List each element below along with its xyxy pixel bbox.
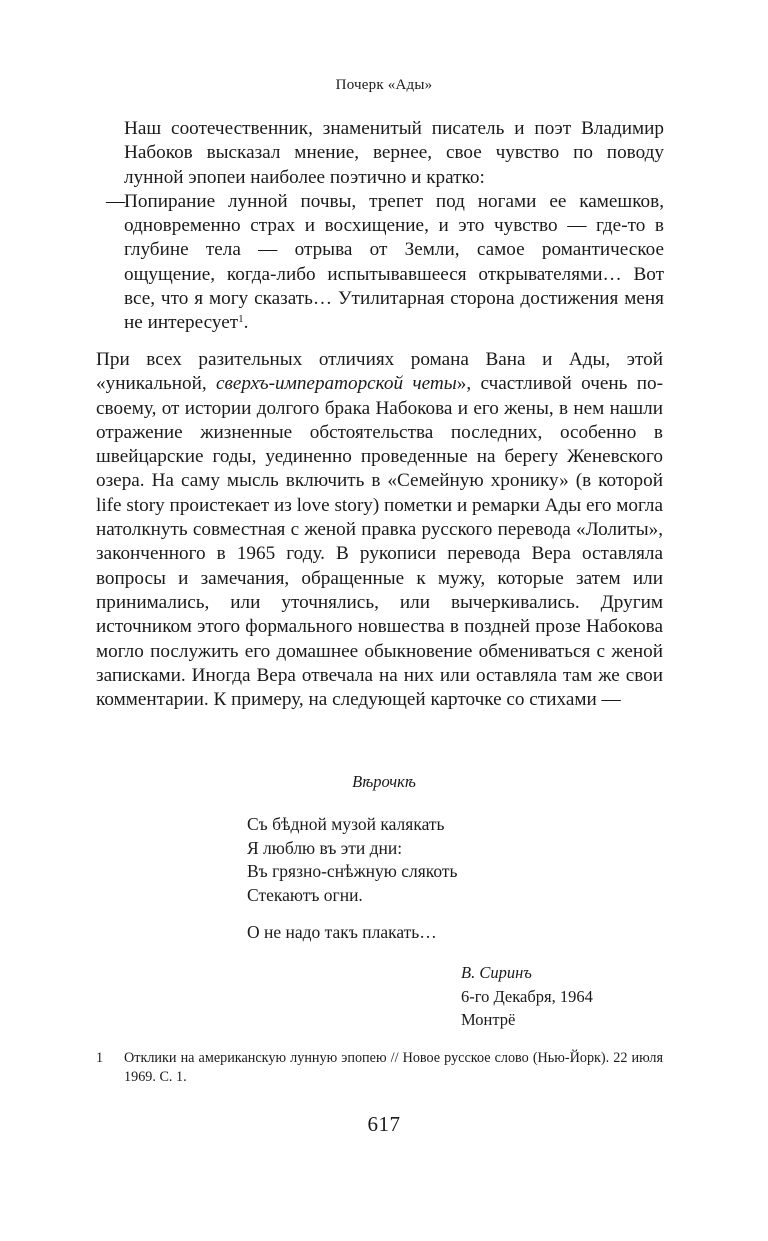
quote-speech-end: .: [243, 312, 249, 334]
quote-dash: —: [106, 190, 126, 212]
poem-line: Стекаютъ огни.: [247, 884, 363, 905]
page-number: 617: [367, 1112, 401, 1136]
footnote: [96, 1049, 663, 1086]
footnote-text: Отклики на американскую лунную эпопею // Новое русское слово (Нью-Йорк). 22 июля 1969. С. 1.: [124, 1050, 663, 1085]
footnote-reference: 1: [238, 313, 244, 326]
body-paragraph: [96, 348, 663, 712]
signature-name: В. Сиринъ: [461, 963, 532, 982]
poem-line: Я люблю въ эти дни:: [247, 837, 403, 858]
block-quote: [106, 117, 664, 336]
quote-speech-paragraph: [106, 190, 664, 336]
running-head: Почерк «Ады»: [335, 77, 433, 93]
signature-place: Монтрё: [461, 1010, 516, 1029]
poem-line: Съ бѣдной музой калякать: [247, 814, 445, 834]
poem-signature: [461, 961, 593, 1032]
body-text-part-1: При всех разительных отличиях романа Вана и Ады, этой «уникальной,: [96, 349, 663, 395]
poem-line: Въ грязно-снѣжную слякоть: [247, 861, 458, 881]
signature-date: 6-го Декабря, 1964: [461, 986, 593, 1006]
poem: [247, 813, 458, 945]
footnote-number: 1: [96, 1050, 104, 1066]
body-text-part-2: », счастливой очень по-своему, от истории долгого брака Набокова и его жены, в нем нашли отражение жизненные обстоятельства последних, особенно в швейцарские годы, уединенно проведенные на берегу Женевского озера. На саму мысль включить в «Семейную хронику» (в которой life story проистекает из love story) пометки и ремарки Ады его могла натолкнуть совместная с женой правка русского перевода «Лолиты», законченного в 1965 году. В рукописи перевода Вера оставляла вопросы и замечания, обращенные к мужу, которые затем или принимались, или уточнялись, или вычеркивались. Другим источником этого формального новшества в поздней прозе Набокова могло послужить его домашнее обыкновение обмениваться с женой записками. Иногда Вера отвечала на них или оставляла там же свои комментарии. К примеру, на следующей карточке со стихами —: [96, 373, 663, 711]
quote-intro: Наш соотечественник, знаменитый писатель и поэт Владимир Набоков высказал мнение, вернее, свое чувство по поводу лунной эпопеи наиболее поэтично и кратко:: [124, 118, 664, 188]
quote-speech: Попирание лунной почвы, трепет под ногами ее камешков, одновременно страх и восхищение, и это чувство — где-то в глубине тела — отрыва от Земли, самое романтическое ощущение, когда-либо испытывавшееся открывателями… Вот все, что я могу сказать… Утилитарная сторона достижения меня не интересует: [124, 190, 664, 334]
poem-last-line: О не надо такъ плакать…: [247, 922, 437, 942]
body-italic-phrase: сверхъ-императорской четы: [216, 373, 457, 395]
poem-title: Вѣрочкѣ: [352, 772, 416, 791]
